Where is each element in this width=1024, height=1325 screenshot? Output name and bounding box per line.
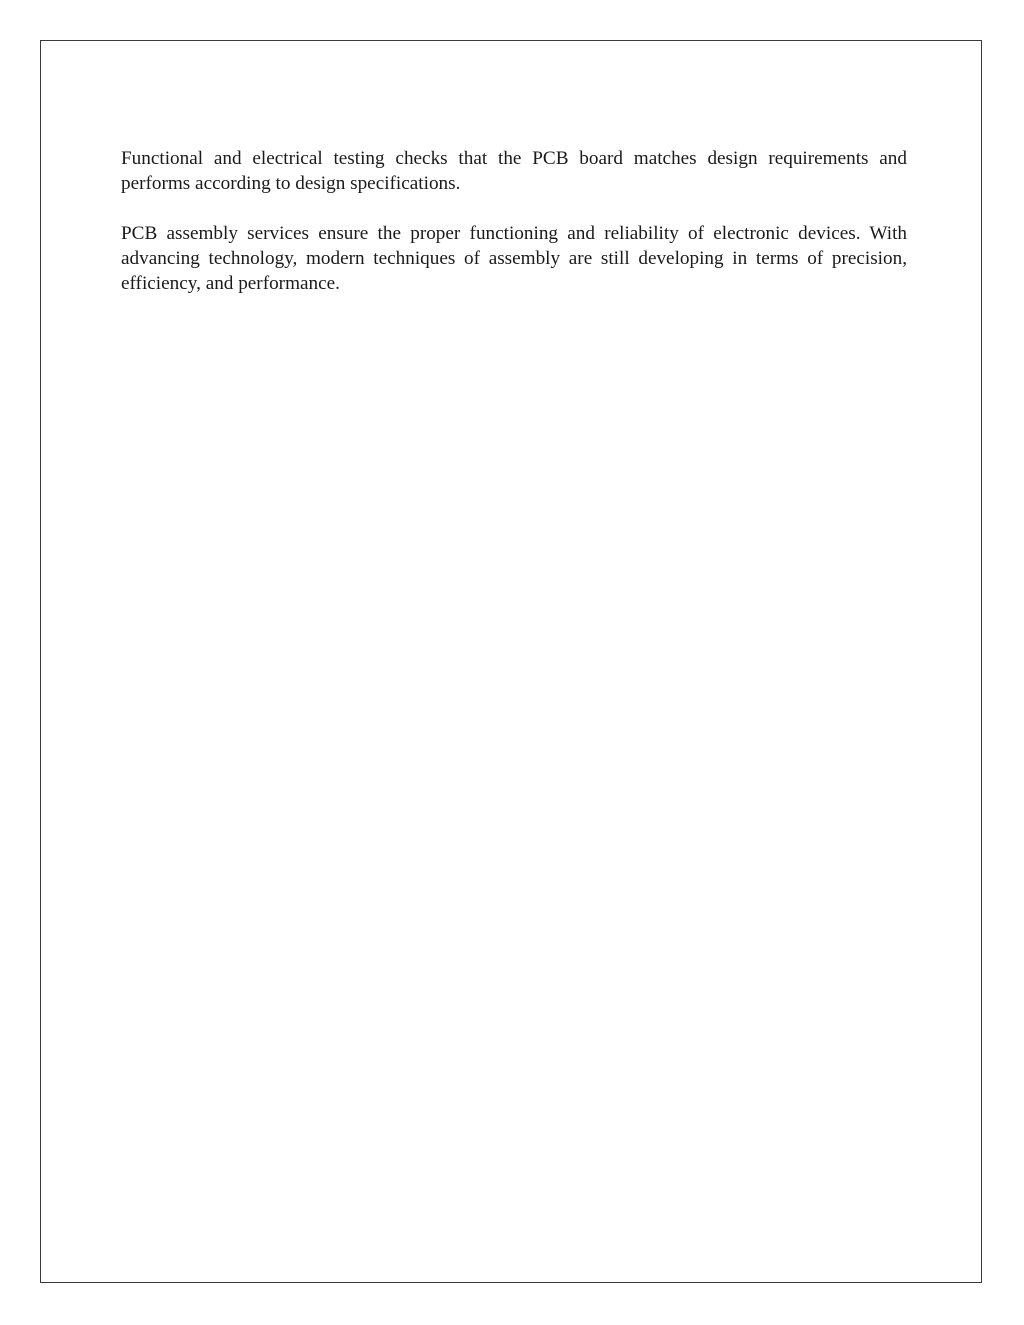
paragraph-assembly-services: PCB assembly services ensure the proper functioning and reliability of electronic devices. With advancing technology, modern techniques of assembly are still developing in terms of precision, efficiency, and performance. bbox=[121, 223, 907, 294]
document-body bbox=[121, 146, 907, 296]
paragraph-testing: Functional and electrical testing checks that the PCB board matches design requirements and performs according to design specifications. bbox=[121, 148, 907, 194]
